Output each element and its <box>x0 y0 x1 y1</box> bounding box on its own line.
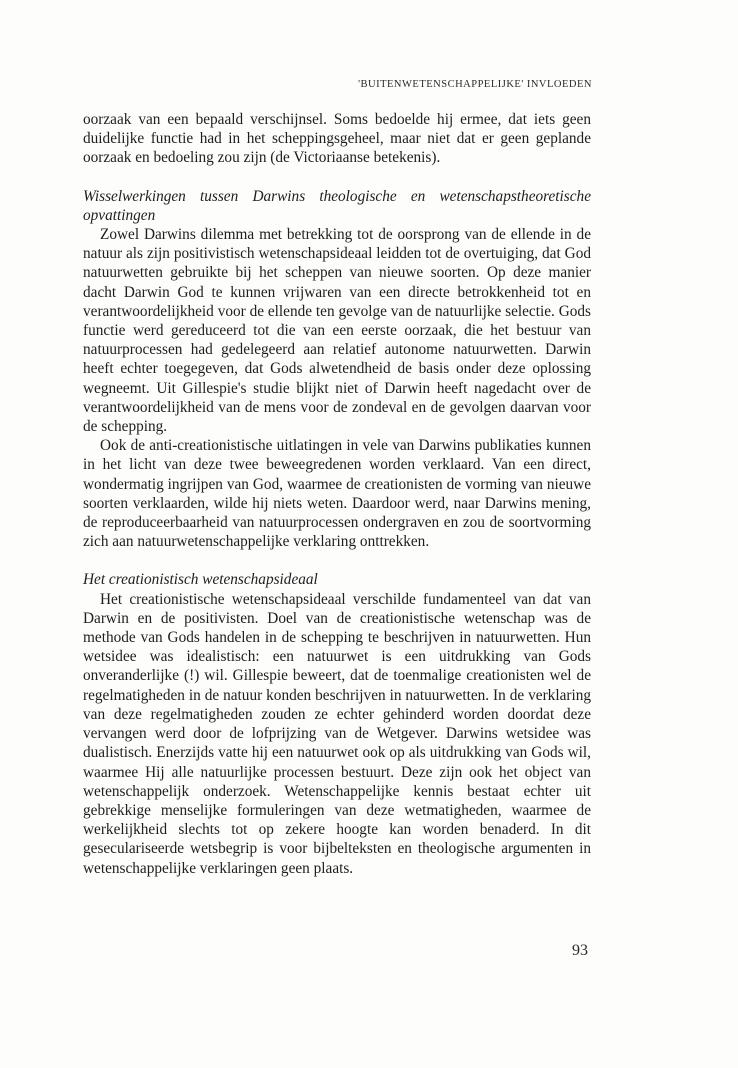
running-head: 'BUITENWETENSCHAPPELIJKE' INVLOEDEN <box>358 79 592 90</box>
section2-paragraph-1: Het creationistische wetenschapsideaal verschilde fundamenteel van dat van Darwin en de positivisten. Doel van de creationistische wetenschap was de methode van Gods handelen in de schepping te beschrijven in natuurwetten. Hun wetsidee was idealistisch: een natuurwet is een uitdrukking van Gods onveranderlijke (!) wil. Gillespie beweert, dat de toenmalige creationisten wel de regelmatigheden in de natuur konden beschrijven in natuurwetten. In de verklaring van deze regelmatigheden zouden ze echter gehinderd worden doordat deze vervangen werd door de lofprijzing van de Wetgever. Darwins wetsidee was dualistisch. Enerzijds vatte hij een natuurwet ook op als uitdrukking van Gods wil, waarmee Hij alle natuurlijke processen bestuurt. Deze zijn ook het object van wetenschappelijk onderzoek. Wetenschappelijke kennis bestaat echter uit gebrekkige menselijke formuleringen van deze wetmatigheden, waarmee de werkelijkheid slechts tot op zekere hoogte kan worden benaderd. In dit geseculariseerde wetsbegrip is voor bijbelteksten en theologische argumenten in wetenschappelijke verklaringen geen plaats. <box>83 590 591 877</box>
page-number: 93 <box>572 942 588 959</box>
section1-paragraph-1: Zowel Darwins dilemma met betrekking tot de oorsprong van de ellende in de natuur als zijn positivistisch wetenschapsideaal leidden tot de overtuiging, dat God natuurwetten gebruikte bij het scheppen van nieuwe soorten. Op deze manier dacht Darwin God te kunnen vrijwaren van een directe betrokkenheid tot en verantwoordelijkheid voor de ellende ten gevolge van de natuurlijke selectie. Gods functie werd gereduceerd tot die van een eerste oorzaak, die het bestuur van natuurprocessen had gedelegeerd aan relatief autonome natuurwetten. Darwin heeft echter toegegeven, dat Gods alwetendheid de basis onder deze oplossing wegneemt. Uit Gillespie's studie blijkt niet of Darwin heeft nagedacht over de verantwoordelijkheid van de mens voor de zondeval en de gevolgen daarvan voor de schepping. <box>83 226 591 436</box>
section1-paragraph-2: Ook de anti-creationistische uitlatingen in vele van Darwins publikaties kunnen in het licht van deze twee beweegredenen worden verklaard. Van een direct, wondermatig ingrijpen van God, waarmee de creationisten de vorming van nieuwe soorten verklaarden, wilde hij niets weten. Daardoor werd, naar Darwins mening, de reproduceerbaarheid van natuurprocessen ondergraven en zou de soortvorming zich aan natuurwetenschappelijke verklaring onttrekken. <box>83 437 591 551</box>
section-heading-creationistisch: Het creationistisch wetenschapsideaal <box>83 571 318 589</box>
body-text <box>83 110 591 878</box>
intro-paragraph: oorzaak van een bepaald verschijnsel. Soms bedoelde hij ermee, dat iets geen duidelijke functie had in het scheppingsgeheel, maar niet dat er geen geplande oorzaak en bedoeling zou zijn (de Victoriaanse betekenis). <box>83 111 591 167</box>
section-heading-wisselwerkingen: Wisselwerkingen tussen Darwins theologische en wetenschapstheoretische opvattingen <box>83 187 591 224</box>
